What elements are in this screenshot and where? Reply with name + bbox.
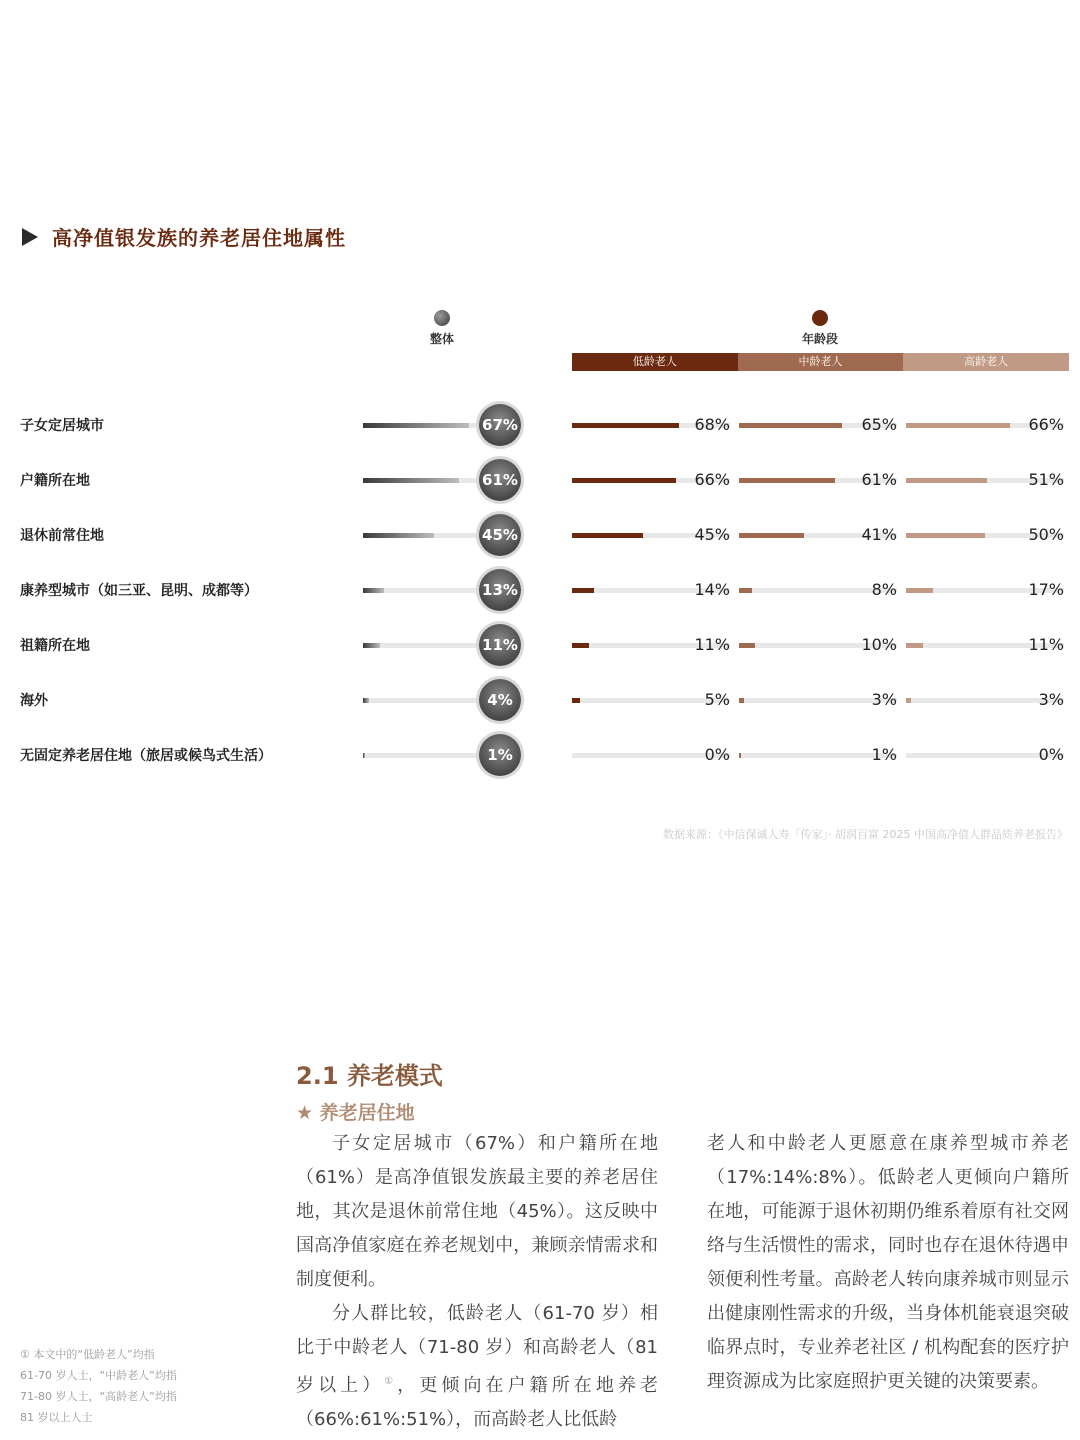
age-value-label: 50% <box>1028 525 1064 544</box>
article-paragraph-3: 老人和中龄老人更愿意在康养型城市养老（17%:14%:8%）。低龄老人更倾向户籍所在地，可能源于退休初期仍维系着原有社交网络与生活惯性的需求，同时也存在退休待遇申领便利性考量。高龄老人转向康养城市则显示出健康刚性需求的升级，当身体机能衰退突破临界点时，专业养老社区 / 机构配套的医疗护理资源成为比家庭照护更关键的决策要素。 <box>707 1133 1069 1392</box>
overall-value-badge: 45% <box>479 514 521 556</box>
category-label: 子女定居城市 <box>20 418 104 434</box>
age-bar <box>906 588 933 593</box>
age-value-label: 61% <box>861 470 897 489</box>
age-value-label: 66% <box>1028 415 1064 434</box>
age-bar <box>906 478 987 483</box>
age-value-label: 5% <box>704 690 730 709</box>
overall-value-badge: 4% <box>479 679 521 721</box>
category-label: 退休前常住地 <box>20 528 104 544</box>
age-bar <box>739 643 755 648</box>
section-title-text: 高净值银发族的养老居住地属性 <box>52 226 346 250</box>
age-header <box>780 310 860 347</box>
footnote-line: 71-80 岁人士，“高龄老人”均指 <box>20 1390 177 1403</box>
category-label: 祖籍所在地 <box>20 638 90 654</box>
age-bar <box>739 753 741 758</box>
overall-value-badge: 1% <box>479 734 521 776</box>
article-paragraph-1: 子女定居城市（67%）和户籍所在地（61%）是高净值银发族最主要的养老居住地，其次是退休前常住地（45%）。这反映中国高净值家庭在养老规划中，兼顾亲情需求和制度便利。 <box>296 1133 658 1290</box>
age-bar <box>739 423 842 428</box>
article-paragraph-2b: ，更倾向在户籍所在地养老（66%:61%:51%），而高龄老人比低龄 <box>296 1375 659 1430</box>
category-label: 户籍所在地 <box>20 473 90 489</box>
overall-value-badge: 61% <box>479 459 521 501</box>
overall-value-badge: 11% <box>479 624 521 666</box>
overall-header <box>412 310 472 347</box>
article-subheading: ★ 养老居住地 <box>296 1102 415 1124</box>
category-label: 海外 <box>20 693 48 709</box>
age-value-label: 11% <box>1028 635 1064 654</box>
footnote <box>20 1344 230 1428</box>
age-value-label: 17% <box>1028 580 1064 599</box>
age-value-label: 3% <box>1038 690 1064 709</box>
age-value-label: 11% <box>694 635 730 654</box>
footnote-line: 61-70 岁人士，“中龄老人”均指 <box>20 1369 177 1382</box>
article-paragraph-2 <box>296 1297 658 1437</box>
age-bar <box>906 643 923 648</box>
age-bar <box>572 423 679 428</box>
article-heading: 2.1 养老模式 <box>296 1062 443 1090</box>
age-bar <box>739 698 744 703</box>
article-right-column <box>707 1127 1069 1399</box>
overall-bar <box>363 643 380 648</box>
overall-bar <box>363 698 369 703</box>
age-bar <box>906 533 985 538</box>
age-bar <box>572 698 580 703</box>
legend-high: 高龄老人 <box>903 353 1069 371</box>
article-paragraph-2a: 分人群比较，低龄老人（61-70 岁）相比于中龄老人（71-80 岁）和高龄老人（81 岁以上） <box>296 1303 658 1396</box>
legend-mid: 中龄老人 <box>738 353 904 371</box>
age-value-label: 45% <box>694 525 730 544</box>
section-title <box>22 222 346 251</box>
data-source: 数据来源：《中信保诚人寿「传家」· 胡润百富 2025 中国高净值人群品质养老报告》 <box>663 828 1068 841</box>
age-header-label: 年龄段 <box>801 332 838 346</box>
footnote-line: ① 本文中的“低龄老人”均指 <box>20 1348 155 1361</box>
age-bar <box>572 588 594 593</box>
age-value-label: 3% <box>871 690 897 709</box>
age-bar <box>572 643 589 648</box>
overall-dot-icon <box>434 310 450 326</box>
age-bar <box>739 533 804 538</box>
footnote-marker: ① <box>384 1376 398 1387</box>
overall-bar <box>363 588 384 593</box>
age-value-label: 1% <box>871 745 897 764</box>
overall-bar <box>363 478 459 483</box>
age-value-label: 65% <box>861 415 897 434</box>
age-value-label: 14% <box>694 580 730 599</box>
overall-value-badge: 13% <box>479 569 521 611</box>
age-value-label: 41% <box>861 525 897 544</box>
age-bar <box>572 478 676 483</box>
overall-value-badge: 67% <box>479 404 521 446</box>
age-bar <box>906 698 911 703</box>
article-left-column <box>296 1127 658 1437</box>
age-value-label: 51% <box>1028 470 1064 489</box>
age-legend-bar <box>572 353 1069 371</box>
age-value-label: 8% <box>871 580 897 599</box>
age-value-label: 0% <box>1038 745 1064 764</box>
age-value-label: 66% <box>694 470 730 489</box>
overall-header-label: 整体 <box>429 332 454 346</box>
triangle-icon <box>22 228 38 246</box>
category-label: 无固定养老居住地（旅居或候鸟式生活） <box>20 748 272 764</box>
age-bar <box>572 533 643 538</box>
category-label: 康养型城市（如三亚、昆明、成都等） <box>20 583 258 599</box>
overall-bar <box>363 753 365 758</box>
age-bar <box>739 478 835 483</box>
age-bar <box>739 588 752 593</box>
age-dot-icon <box>812 310 828 326</box>
legend-low: 低龄老人 <box>572 353 738 371</box>
age-value-label: 68% <box>694 415 730 434</box>
footnote-line: 81 岁以上人士 <box>20 1411 93 1424</box>
overall-bar <box>363 533 434 538</box>
age-bar <box>906 423 1010 428</box>
age-value-label: 0% <box>704 745 730 764</box>
age-value-label: 10% <box>861 635 897 654</box>
overall-bar <box>363 423 469 428</box>
